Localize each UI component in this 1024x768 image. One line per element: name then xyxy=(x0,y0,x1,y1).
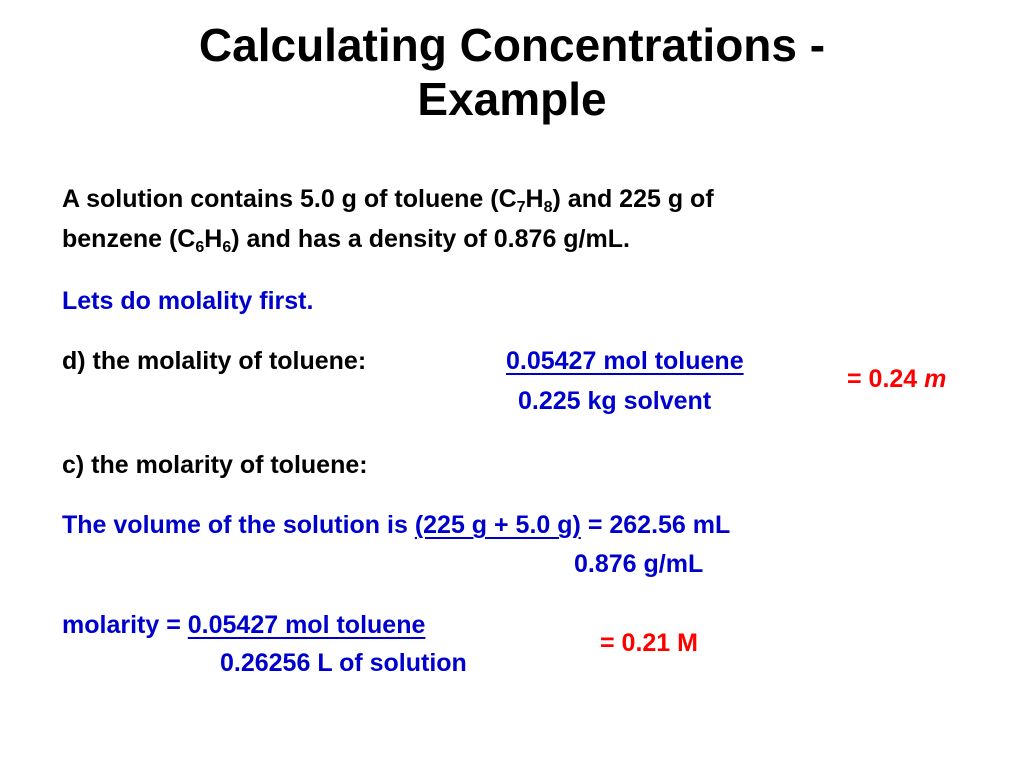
title-line-1: Calculating Concentrations - xyxy=(198,19,826,71)
volume-line: The volume of the solution is (225 g + 5.0 g) = 262.56 mL xyxy=(62,511,731,539)
problem-line-2: benzene $(C_6H_6)$ and has a density of 0.876 g/mL. xyxy=(62,225,630,256)
molarity-line: molarity = 0.05427 mol toluene xyxy=(62,611,426,639)
molality-label: d) the molality of toluene: xyxy=(62,347,367,375)
volume-result: = 262.56 mL xyxy=(587,511,731,539)
molality-intro: Lets do molality first. xyxy=(62,287,314,315)
problem-line-1: A solution contains 5.0 g of toluene $(C_7H_8)$ and 225 g of xyxy=(62,185,714,216)
molality-numerator: 0.05427 mol toluene xyxy=(506,347,744,375)
molarity-denominator: 0.26256 L of solution xyxy=(220,649,467,677)
molality-result: = 0.24 m xyxy=(847,365,947,393)
slide-title xyxy=(0,18,1024,126)
molarity-label: c) the molarity of toluene: xyxy=(62,451,368,479)
volume-numerator: (225 g + 5.0 g) xyxy=(414,511,581,539)
volume-denominator: 0.876 g/mL xyxy=(574,550,704,578)
molarity-result: = 0.21 M xyxy=(600,629,698,657)
molality-denominator: 0.225 kg solvent xyxy=(518,387,712,415)
title-line-2: Example xyxy=(417,73,607,125)
molarity-numerator: 0.05427 mol toluene xyxy=(187,611,426,639)
